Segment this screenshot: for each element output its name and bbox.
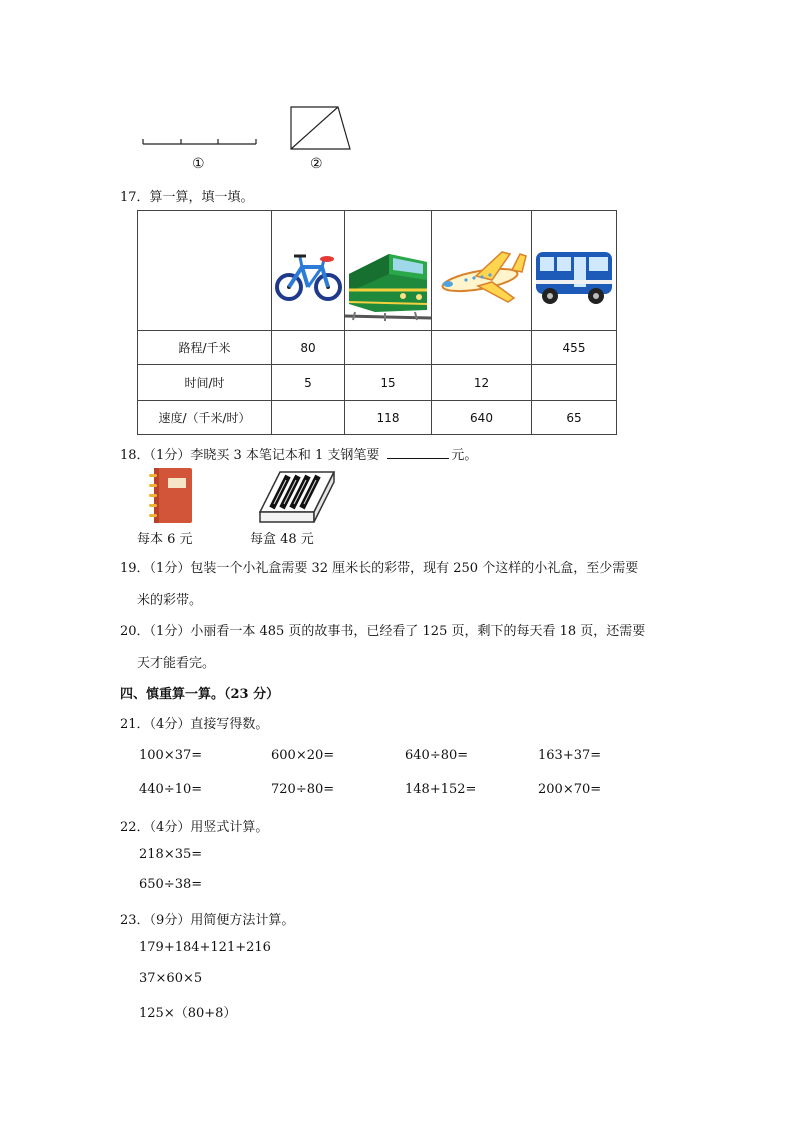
q21-title: 21．（4分）直接写得数。	[120, 717, 269, 732]
figure-label-2: ②	[310, 156, 323, 172]
calc-item: 163+37=	[538, 748, 602, 763]
calc-item: 600×20=	[271, 748, 335, 763]
table-cell: 640	[432, 401, 532, 435]
train-cell	[345, 211, 432, 331]
q18-question	[120, 444, 477, 463]
calc-item: 100×37=	[139, 748, 203, 763]
table-cell: 118	[345, 401, 432, 435]
q20-line2: 天才能看完。	[137, 656, 216, 671]
bicycle-cell	[272, 211, 345, 331]
q20-line1: 20．（1分）小丽看一本 485 页的故事书，已经看了 125 页，剩下的每天看 18 页，还需要	[120, 624, 646, 639]
row-label: 速度/（千米/时）	[138, 401, 272, 435]
vertical-calc-item: 218×35=	[139, 847, 203, 862]
notebook-icon	[146, 466, 196, 526]
q18-unit: 元。	[451, 448, 478, 463]
calc-item: 148+152=	[405, 782, 477, 797]
bicycle-icon	[272, 212, 344, 329]
simplify-item: 37×60×5	[139, 971, 203, 986]
answer-blank[interactable]	[387, 446, 449, 459]
q19-line1: 19．（1分）包装一个小礼盒需要 32 厘米长的彩带，现有 250 个这样的小礼盒，至少需要	[120, 561, 639, 576]
table-cell: 15	[345, 365, 432, 401]
notebook-price: 每本 6 元	[137, 532, 193, 547]
row-label: 时间/时	[138, 365, 272, 401]
q17-title: 17．算一算，填一填。	[120, 190, 254, 205]
q18-text: 18．（1分）李晓买 3 本笔记本和 1 支钢笔要	[120, 448, 380, 463]
table-cell: 455	[532, 331, 617, 365]
table-corner-cell	[138, 211, 272, 331]
table-cell: 65	[532, 401, 617, 435]
table-cell: 5	[272, 365, 345, 401]
table-row	[138, 331, 617, 365]
q22-title: 22．（4分）用竖式计算。	[120, 820, 269, 835]
segment-line-figure	[140, 132, 260, 152]
table-row	[138, 365, 617, 401]
table-cell: 12	[432, 365, 532, 401]
bus-cell	[532, 211, 617, 331]
table-cell	[272, 401, 345, 435]
q19-line2: 米的彩带。	[137, 593, 203, 608]
simplify-item: 125×（80+8）	[139, 1006, 237, 1021]
calc-item: 200×70=	[538, 782, 602, 797]
speed-table	[137, 210, 617, 435]
calc-item: 720÷80=	[271, 782, 335, 797]
calc-item: 640÷80=	[405, 748, 469, 763]
table-row	[138, 401, 617, 435]
simplify-item: 179+184+121+216	[139, 940, 271, 955]
q23-title: 23．（9分）用简便方法计算。	[120, 913, 295, 928]
row-label: 路程/千米	[138, 331, 272, 365]
calc-item: 440÷10=	[139, 782, 203, 797]
airplane-icon	[432, 212, 531, 329]
table-cell	[532, 365, 617, 401]
pen-price: 每盒 48 元	[250, 532, 314, 547]
table-cell: 80	[272, 331, 345, 365]
figure-label-1: ①	[192, 156, 205, 172]
section-4-title: 四、慎重算一算。（23 分）	[120, 687, 280, 702]
pen-box-icon	[258, 470, 338, 526]
bus-icon	[532, 212, 616, 329]
vertical-calc-item: 650÷38=	[139, 877, 203, 892]
train-icon	[345, 212, 431, 329]
table-cell	[432, 331, 532, 365]
trapezoid-figure	[286, 103, 356, 153]
table-cell	[345, 331, 432, 365]
airplane-cell	[432, 211, 532, 331]
